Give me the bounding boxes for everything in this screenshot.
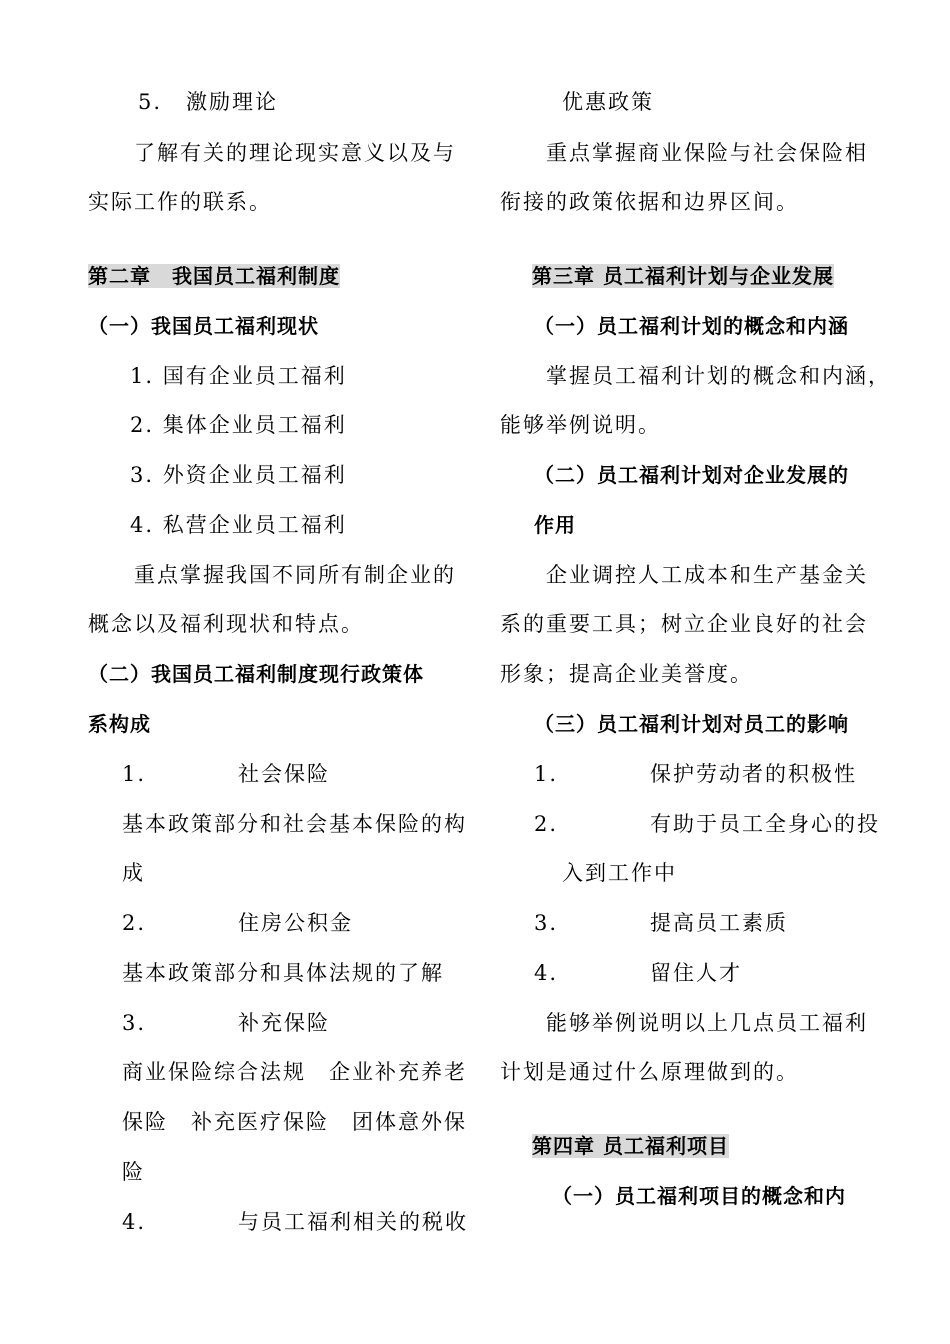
paragraph-line: 企业调控人工成本和生产基金关 (546, 563, 868, 587)
list-number: 3. (122, 1011, 147, 1035)
list-item-text: 留住人才 (650, 961, 742, 985)
chapter-heading (88, 262, 340, 290)
paragraph-line: 商业保险综合法规 企业补充养老 (122, 1060, 467, 1084)
section-heading: （三）员工福利计划对员工的影响 (534, 712, 849, 736)
paragraph-line: 优惠政策 (562, 90, 654, 114)
list-number: 4. (534, 961, 559, 985)
section-heading: （二）我国员工福利制度现行政策体 (88, 662, 424, 686)
section-heading: 系构成 (88, 712, 151, 736)
list-item-text: 补充保险 (238, 1011, 330, 1035)
list-number: 1. (122, 762, 147, 786)
list-item: 3. 外资企业员工福利 (130, 463, 347, 487)
paragraph-line: 险 (122, 1160, 145, 1184)
list-item: 2. 集体企业员工福利 (130, 413, 347, 437)
chapter-title: 第四章 员工福利项目 (532, 1134, 729, 1158)
list-number: 5. (138, 90, 163, 114)
paragraph-line: 保险 补充医疗保险 团体意外保 (122, 1110, 467, 1134)
list-number: 3. (534, 911, 559, 935)
paragraph-line: 重点掌握商业保险与社会保险相 (546, 141, 868, 165)
paragraph-line: 了解有关的理论现实意义以及与 (134, 141, 456, 165)
section-heading: （一）员工福利计划的概念和内涵 (534, 314, 849, 338)
list-item-text: 与员工福利相关的税收 (238, 1210, 468, 1234)
paragraph-line: 实际工作的联系。 (88, 190, 272, 214)
section-heading: 作用 (534, 513, 576, 537)
paragraph-line: 概念以及福利现状和特点。 (88, 612, 364, 636)
list-item-text: 住房公积金 (238, 911, 353, 935)
list-number: 4. (122, 1210, 147, 1234)
paragraph-line: 系的重要工具；树立企业良好的社会 (500, 612, 868, 636)
paragraph-line: 能够举例说明。 (500, 413, 661, 437)
list-item-text: 提高员工素质 (650, 911, 788, 935)
paragraph-line: 计划是通过什么原理做到的。 (500, 1060, 799, 1084)
paragraph-line: 掌握员工福利计划的概念和内涵， (546, 364, 891, 388)
paragraph-line: 能够举例说明以上几点员工福利 (546, 1011, 868, 1035)
paragraph-line: 成 (122, 861, 145, 885)
list-number: 2. (122, 911, 147, 935)
list-item-text: 激励理论 (186, 90, 278, 114)
paragraph-line: 衔接的政策依据和边界区间。 (500, 190, 799, 214)
paragraph-line: 基本政策部分和社会基本保险的构 (122, 812, 467, 836)
list-item: 4. 私营企业员工福利 (130, 513, 347, 537)
chapter-heading (532, 1132, 729, 1160)
paragraph-line: 基本政策部分和具体法规的了解 (122, 961, 444, 985)
list-item: 1. 国有企业员工福利 (130, 364, 347, 388)
list-item-text: 社会保险 (238, 762, 330, 786)
chapter-title: 第二章 我国员工福利制度 (88, 264, 340, 288)
section-heading: （一）我国员工福利现状 (88, 314, 319, 338)
list-number: 2. (534, 812, 559, 836)
list-item-text: 保护劳动者的积极性 (650, 762, 857, 786)
list-item-text: 入到工作中 (562, 861, 677, 885)
paragraph-line: 形象；提高企业美誉度。 (500, 662, 753, 686)
chapter-title: 第三章 员工福利计划与企业发展 (532, 264, 834, 288)
section-heading: （二）员工福利计划对企业发展的 (534, 463, 849, 487)
chapter-heading (532, 262, 834, 290)
list-item-text: 有助于员工全身心的投 (650, 812, 880, 836)
paragraph-line: 重点掌握我国不同所有制企业的 (134, 563, 456, 587)
section-heading: （一）员工福利项目的概念和内 (552, 1184, 846, 1208)
list-number: 1. (534, 762, 559, 786)
